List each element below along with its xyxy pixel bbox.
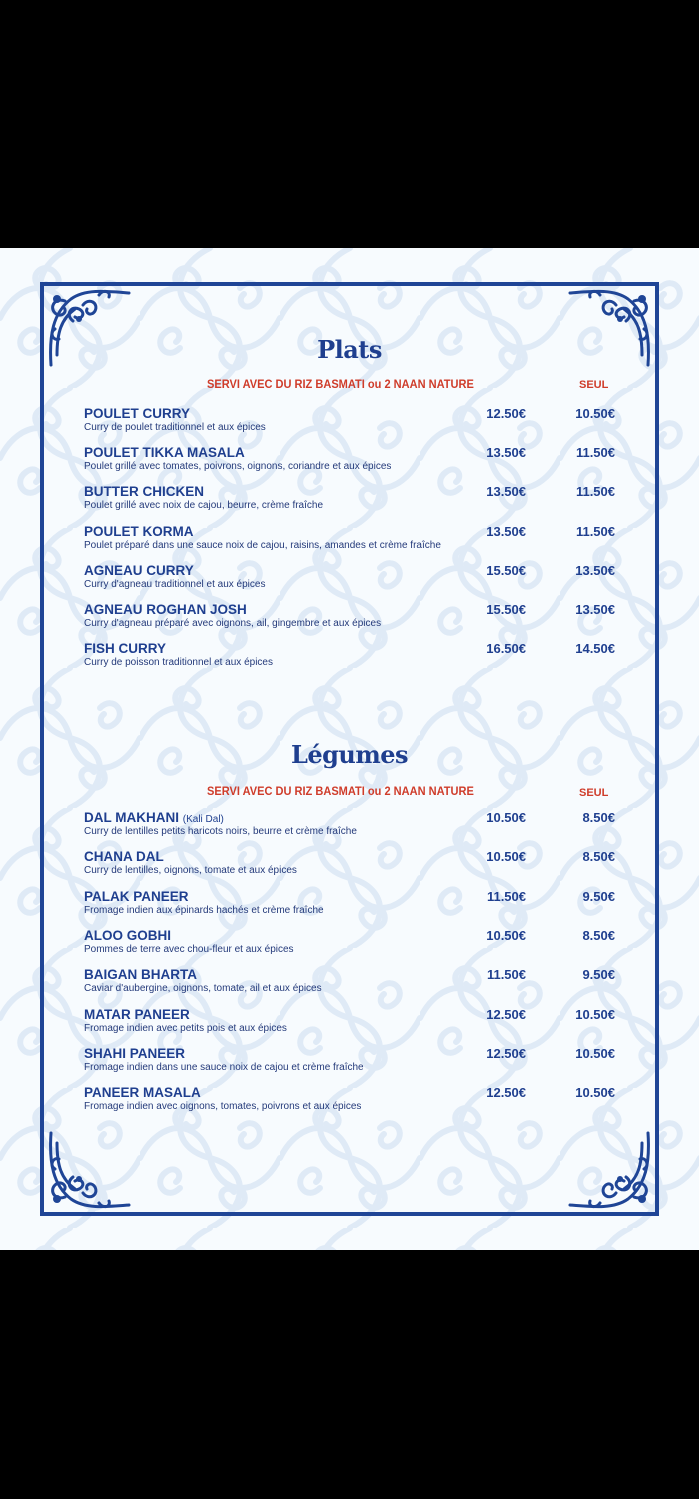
item-price: 11.50€ [486,889,526,904]
item-description: Pommes de terre avec chou-fleur et aux épices [84,944,294,955]
item-price: 12.50€ [486,1085,526,1100]
item-price-alone: 10.50€ [575,1007,615,1022]
item-price: 15.50€ [486,563,526,578]
menu-item [84,524,624,558]
item-name: ALOO GOBHI [84,928,171,943]
item-description: Curry de poulet traditionnel et aux épices [84,422,266,433]
item-note: (Kali Dal) [182,814,224,825]
item-price: 12.50€ [486,1046,526,1061]
item-description: Fromage indien avec petits pois et aux épices [84,1023,287,1034]
item-price: 10.50€ [486,849,526,864]
item-price-alone: 13.50€ [575,563,615,578]
item-description: Curry de lentilles, oignons, tomate et aux épices [84,865,297,876]
item-price: 12.50€ [486,1007,526,1022]
item-name: DAL MAKHANI (Kali Dal) [84,810,224,825]
item-price-alone: 10.50€ [575,1085,615,1100]
item-price: 13.50€ [486,484,526,499]
item-price: 12.50€ [486,406,526,421]
item-description: Caviar d'aubergine, oignons, tomate, ail et aux épices [84,983,322,994]
item-description: Curry d'agneau traditionnel et aux épices [84,579,266,590]
ornament-corner-icon [566,1123,656,1213]
item-price-alone: 8.50€ [582,810,615,825]
menu-item [84,889,624,923]
item-price-alone: 10.50€ [575,1046,615,1061]
item-name: PALAK PANEER [84,889,189,904]
item-description: Fromage indien aux épinards hachés et crème fraîche [84,905,324,916]
item-price: 13.50€ [486,445,526,460]
item-name: SHAHI PANEER [84,1046,186,1061]
item-price-alone: 14.50€ [575,641,615,656]
menu-item [84,406,624,440]
served-with-note: SERVI AVEC DU RIZ BASMATI ou 2 NAAN NATURE [207,784,474,798]
ornament-corner-icon [43,1123,133,1213]
item-price-alone: 10.50€ [575,406,615,421]
item-description: Poulet grillé avec tomates, poivrons, oignons, coriandre et aux épices [84,461,392,472]
item-description: Fromage indien dans une sauce noix de cajou et crème fraîche [84,1062,364,1073]
item-name: MATAR PANEER [84,1007,190,1022]
item-price-alone: 8.50€ [582,928,615,943]
menu-item [84,810,624,844]
item-price-alone: 9.50€ [582,889,615,904]
menu-item [84,484,624,518]
served-with-note: SERVI AVEC DU RIZ BASMATI ou 2 NAAN NATURE [207,377,474,391]
item-name: BAIGAN BHARTA [84,967,197,982]
menu-item [84,602,624,636]
item-price: 15.50€ [486,602,526,617]
menu-item [84,849,624,883]
item-price: 13.50€ [486,524,526,539]
menu-item [84,641,624,675]
item-price-alone: 13.50€ [575,602,615,617]
menu-item [84,1007,624,1041]
item-price: 16.50€ [486,641,526,656]
menu-item [84,967,624,1001]
item-price: 11.50€ [486,967,526,982]
item-price-alone: 9.50€ [582,967,615,982]
item-name: POULET TIKKA MASALA [84,445,245,460]
seul-column-header: SEUL [579,379,609,391]
item-name: BUTTER CHICKEN [84,484,204,499]
item-price-alone: 11.50€ [575,445,615,460]
section-title-legumes: Légumes [290,740,409,769]
item-name: POULET CURRY [84,406,191,421]
item-name: POULET KORMA [84,524,194,539]
item-price-alone: 11.50€ [575,484,615,499]
item-price-alone: 11.50€ [575,524,615,539]
menu-item [84,563,624,597]
item-name: AGNEAU ROGHAN JOSH [84,602,247,617]
item-name: PANEER MASALA [84,1085,201,1100]
item-description: Curry d'agneau préparé avec oignons, ail, gingembre et aux épices [84,618,382,629]
menu-item [84,445,624,479]
item-price-alone: 8.50€ [582,849,615,864]
section-title-plats: Plats [317,335,382,364]
item-name: AGNEAU CURRY [84,563,194,578]
item-name: CHANA DAL [84,849,164,864]
menu-item [84,928,624,962]
menu-item [84,1085,624,1119]
item-description: Curry de poisson traditionnel et aux épices [84,657,273,668]
item-description: Poulet préparé dans une sauce noix de cajou, raisins, amandes et crème fraîche [84,540,441,551]
item-price: 10.50€ [486,810,526,825]
menu-page [0,248,699,1250]
item-price: 10.50€ [486,928,526,943]
item-name: FISH CURRY [84,641,167,656]
item-description: Fromage indien avec oignons, tomates, poivrons et aux épices [84,1101,362,1112]
item-description: Curry de lentilles petits haricots noirs, beurre et crème fraîche [84,826,357,837]
item-description: Poulet grillé avec noix de cajou, beurre, crème fraîche [84,500,324,511]
seul-column-header: SEUL [579,787,609,799]
menu-item [84,1046,624,1080]
